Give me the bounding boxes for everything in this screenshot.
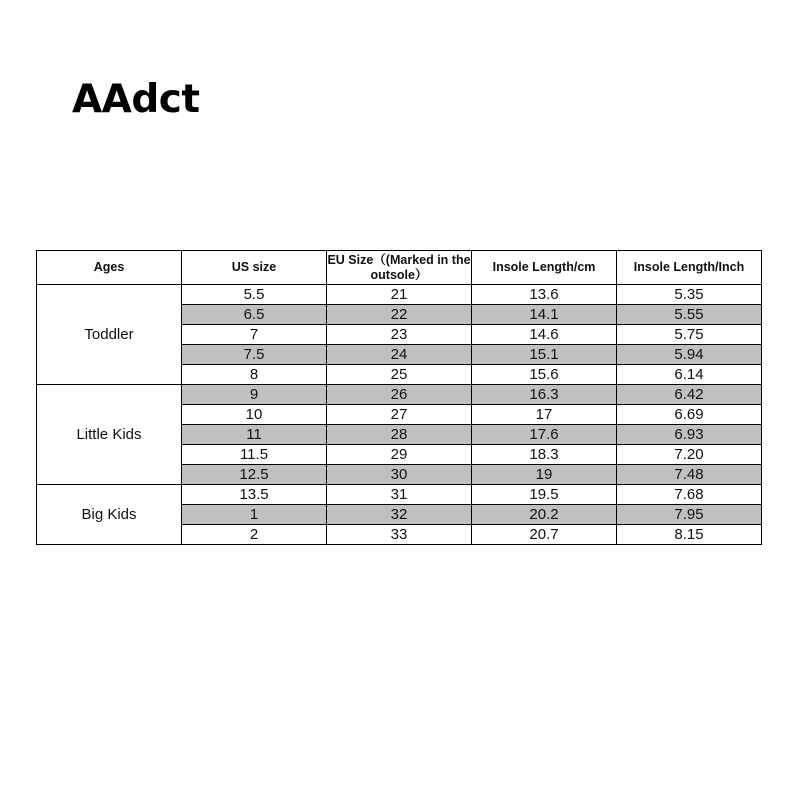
size-chart-body [37,285,762,545]
us-size-cell: 9 [182,385,327,405]
header-eu-size: EU Size（(Marked in the outsole） [327,251,472,285]
table-row [37,385,762,405]
insole-inch-cell: 6.42 [617,385,762,405]
us-size-cell: 7.5 [182,345,327,365]
age-group-cell: Little Kids [37,385,182,485]
table-row [37,485,762,505]
table-row [37,285,762,305]
brand-logo-text: AAdct [72,77,200,122]
insole-cm-cell: 20.7 [472,525,617,545]
header-us-size: US size [182,251,327,285]
insole-inch-cell: 6.14 [617,365,762,385]
eu-size-cell: 27 [327,405,472,425]
insole-inch-cell: 6.69 [617,405,762,425]
us-size-cell: 13.5 [182,485,327,505]
insole-cm-cell: 17.6 [472,425,617,445]
insole-cm-cell: 15.6 [472,365,617,385]
insole-cm-cell: 14.6 [472,325,617,345]
insole-inch-cell: 5.35 [617,285,762,305]
insole-cm-cell: 17 [472,405,617,425]
us-size-cell: 7 [182,325,327,345]
insole-inch-cell: 7.68 [617,485,762,505]
us-size-cell: 5.5 [182,285,327,305]
us-size-cell: 11 [182,425,327,445]
insole-cm-cell: 13.6 [472,285,617,305]
eu-size-cell: 26 [327,385,472,405]
insole-cm-cell: 14.1 [472,305,617,325]
eu-size-cell: 31 [327,485,472,505]
insole-cm-cell: 15.1 [472,345,617,365]
age-group-cell: Big Kids [37,485,182,545]
insole-inch-cell: 5.94 [617,345,762,365]
header-insole-cm: Insole Length/cm [472,251,617,285]
eu-size-cell: 23 [327,325,472,345]
eu-size-cell: 25 [327,365,472,385]
eu-size-cell: 29 [327,445,472,465]
header-row [37,251,762,285]
insole-cm-cell: 16.3 [472,385,617,405]
eu-size-cell: 21 [327,285,472,305]
insole-cm-cell: 19.5 [472,485,617,505]
us-size-cell: 11.5 [182,445,327,465]
insole-inch-cell: 8.15 [617,525,762,545]
age-group-cell: Toddler [37,285,182,385]
eu-size-cell: 22 [327,305,472,325]
insole-inch-cell: 7.20 [617,445,762,465]
eu-size-cell: 28 [327,425,472,445]
insole-inch-cell: 7.48 [617,465,762,485]
us-size-cell: 6.5 [182,305,327,325]
us-size-cell: 1 [182,505,327,525]
insole-cm-cell: 18.3 [472,445,617,465]
insole-inch-cell: 7.95 [617,505,762,525]
eu-size-cell: 30 [327,465,472,485]
insole-inch-cell: 5.55 [617,305,762,325]
insole-inch-cell: 6.93 [617,425,762,445]
insole-inch-cell: 5.75 [617,325,762,345]
insole-cm-cell: 20.2 [472,505,617,525]
eu-size-cell: 33 [327,525,472,545]
header-ages: Ages [37,251,182,285]
us-size-cell: 8 [182,365,327,385]
size-chart-table [36,250,762,545]
insole-cm-cell: 19 [472,465,617,485]
us-size-cell: 12.5 [182,465,327,485]
eu-size-cell: 24 [327,345,472,365]
us-size-cell: 10 [182,405,327,425]
eu-size-cell: 32 [327,505,472,525]
us-size-cell: 2 [182,525,327,545]
header-insole-inch: Insole Length/Inch [617,251,762,285]
